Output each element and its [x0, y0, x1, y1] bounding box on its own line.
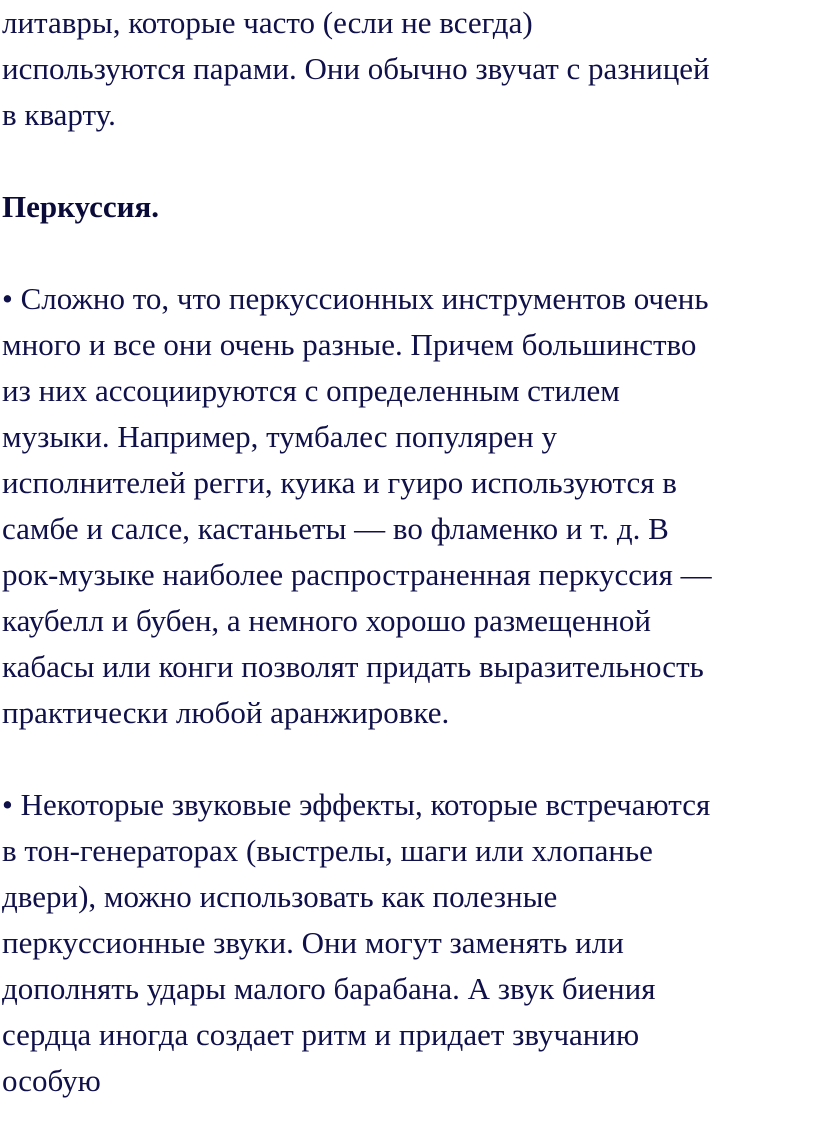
text-line: дополнять удары малого барабана. А звук биения [2, 971, 656, 1006]
text-line: особую [2, 1063, 101, 1098]
text-line: самбе и салсе, кастаньеты — во фламенко и т. д. В [2, 511, 669, 546]
text-line: в тон-генераторах (выстрелы, шаги или хлопанье [2, 833, 653, 868]
text-line: в кварту. [2, 97, 116, 132]
text-line: рок-музыке наиболее распространенная перкуссия — [2, 557, 712, 592]
text-line: литавры, которые часто (если не всегда) [2, 5, 533, 40]
text-line: сердца иногда создает ритм и придает звучанию [2, 1017, 640, 1052]
text-line: перкуссионные звуки. Они могут заменять или [2, 925, 624, 960]
text-line: каубелл и бубен, а немного хорошо размещенной [2, 603, 651, 638]
text-line: исполнителей регги, куика и гуиро используются в [2, 465, 677, 500]
text-line: много и все они очень разные. Причем большинство [2, 327, 697, 362]
section-heading: Перкуссия. [2, 189, 159, 224]
text-line: • Некоторые звуковые эффекты, которые встречаются [2, 787, 711, 822]
text-line: используются парами. Они обычно звучат с разницей [2, 51, 710, 86]
text-line: музыки. Например, тумбалес популярен у [2, 419, 557, 454]
text-line: двери), можно использовать как полезные [2, 879, 558, 914]
text-line: из них ассоциируются с определенным стилем [2, 373, 620, 408]
text-line: практически любой аранжировке. [2, 695, 450, 730]
text-line: кабасы или конги позволят придать выразительность [2, 649, 704, 684]
text-line: • Сложно то, что перкуссионных инструментов очень [2, 281, 709, 316]
